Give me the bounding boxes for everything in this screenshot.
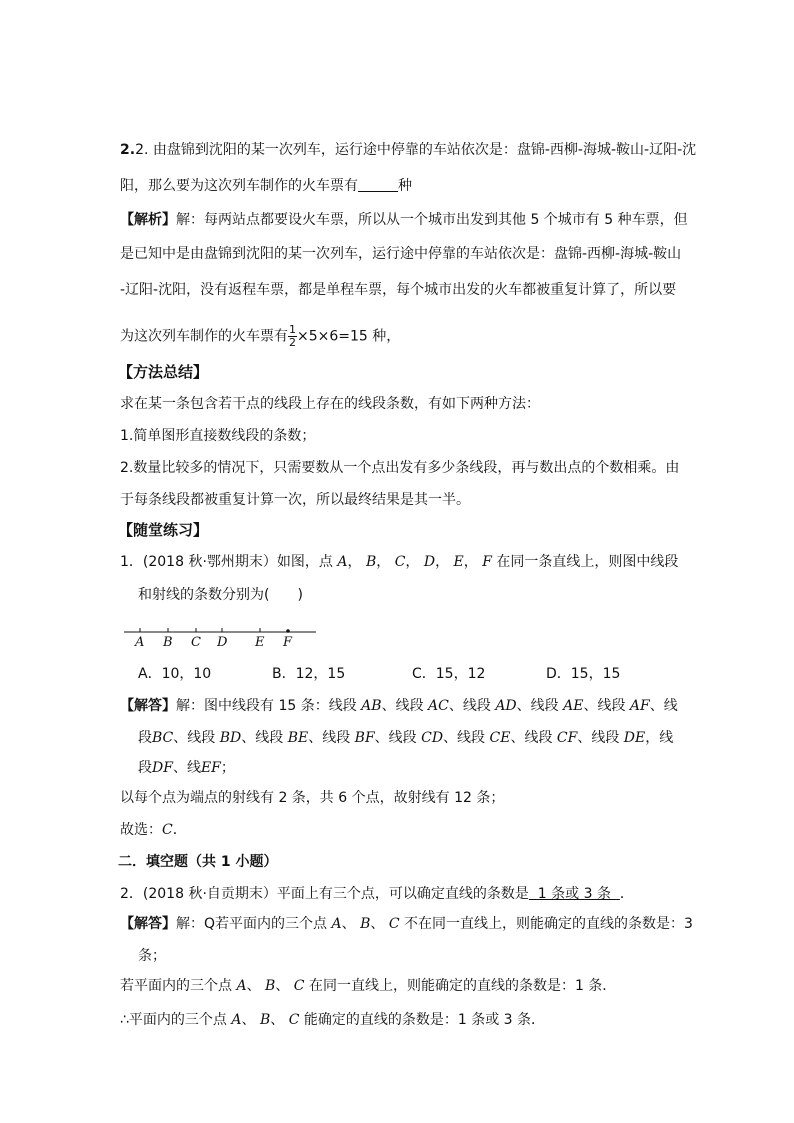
segment-label: AE	[563, 698, 584, 714]
practice-title: 【随堂练习】	[118, 521, 209, 539]
point-label: F	[482, 554, 492, 570]
answer-line4: 以每个点为端点的射线有 2 条，共 6 个点，故射线有 12 条；	[120, 790, 505, 806]
option-c[interactable]: C．15，12	[412, 666, 486, 682]
fill-heading: 二．填空题（共 1 小题）	[118, 854, 278, 870]
practice-q1-line1: 1．(2018 秋·鄂州期末）如图，点 A， B， C， D， E， F 在同一条直线上，则图中线段	[120, 554, 679, 570]
fill-answer-1-end: 不在同一直线上，则能确定的直线的条数是：3	[403, 916, 693, 932]
q2-text-2a: 阳，那么要为这次列车制作的火车票有	[120, 178, 358, 194]
analysis-text-1: 解：每两站点都要设火车票，所以从一个城市出发到其他 5 个城市有 5 种车票，但	[176, 212, 688, 228]
q2-blank	[358, 177, 398, 192]
point-label: B	[259, 1012, 271, 1028]
point-label: C	[288, 1012, 300, 1028]
answer-line5	[120, 820, 187, 840]
point-label: A	[236, 978, 247, 994]
segment-label: BC	[152, 730, 174, 746]
fill-q2	[120, 884, 634, 904]
answer-line3	[138, 758, 235, 778]
fraction-denominator: 2	[289, 336, 296, 349]
segment-label: BE	[287, 730, 309, 746]
answer-line3-mid: 、线	[172, 760, 201, 776]
answer-line3-prefix: 段	[138, 760, 152, 776]
method-title: 【方法总结】	[118, 363, 209, 381]
analysis-text-4a: 为这次列车制作的火车票有	[120, 328, 288, 345]
answer-choose: 故选：	[120, 822, 162, 838]
analysis-tag: 【解析】	[120, 212, 176, 228]
fill-answer-tag: 【解答】	[120, 916, 176, 932]
answer-line1: 【解答】解：图中线段有 15 条：线段 AB、线段 AC、线段 AD、线段 AE、线段 AF、线	[120, 698, 678, 714]
point-label: B	[365, 554, 377, 570]
q2-line1	[120, 140, 696, 160]
fill-answer-1: 解：Q若平面内的三个点	[176, 916, 328, 932]
point-label: E	[453, 554, 464, 570]
answer-text-1: 解：图中线段有 15 条：线段	[176, 698, 357, 714]
fill-answer-3: 若平面内的三个点	[120, 978, 232, 994]
figure-label-f: F	[283, 635, 293, 650]
answer-line2-prefix: 段	[138, 730, 152, 746]
segment-label: BF	[354, 730, 375, 746]
fill-answer-line3: 若平面内的三个点 A、 B、 C 在同一直线上，则能确定的直线的条数是：1 条．	[120, 978, 617, 994]
figure-label-d: D	[217, 635, 228, 650]
segment-label: EF	[200, 760, 221, 776]
point-label: C	[293, 978, 305, 994]
practice-q1-text-a: 1．(2018 秋·鄂州期末）如图，点	[120, 554, 333, 570]
figure-label-b: B	[163, 635, 173, 650]
q2-line2	[120, 176, 412, 196]
fraction-numerator: 1	[289, 323, 296, 336]
answer-line2-end: ，线	[645, 730, 674, 746]
method-line3: 2.数量比较多的情况下，只需要数从一个点出发有多少条线段，再与数出点的个数相乘。由	[120, 460, 680, 476]
options-row	[138, 664, 620, 684]
q2-analysis-line3: -辽阳-沈阳，没有返程车票，都是单程车票，每个城市出发的火车都被重复计算了，所以要	[120, 282, 677, 298]
option-d[interactable]: D．15，15	[546, 666, 621, 682]
segment-label: CF	[556, 730, 578, 746]
answer-line3-end: ；	[220, 760, 235, 776]
fill-answer-3-end: 在同一直线上，则能确定的直线的条数是：1 条．	[308, 978, 617, 994]
method-line4: 于每条线段都被重复计算一次，所以最终结果是其一半。	[120, 492, 470, 508]
analysis-text-4b: ×5×6=15 种，	[297, 328, 401, 345]
method-line1: 求在某一条包含若干点的线段上存在的线段条数，有如下两种方法：	[120, 396, 540, 412]
point-label: A	[331, 916, 342, 932]
fill-q2-end: ．	[619, 886, 634, 902]
fill-answer-line4: ∴平面内的三个点 A、 B、 C 能确定的直线的条数是：1 条或 3 条．	[120, 1012, 546, 1028]
answer-choice: C	[162, 822, 173, 838]
line-figure	[120, 620, 320, 650]
point-f-dot	[286, 629, 290, 633]
q2-number: 2.	[120, 142, 136, 158]
segment-label: AD	[495, 698, 517, 714]
q2-analysis-line1	[120, 210, 688, 230]
segment-label: AB	[361, 698, 382, 714]
segment-label: BD	[219, 730, 242, 746]
segment-label: AF	[629, 698, 650, 714]
q2-analysis-line4	[120, 324, 400, 349]
point-label: B	[360, 916, 371, 932]
fill-answer-line2: 条；	[138, 948, 166, 964]
q2-text-2b: 种	[398, 178, 412, 194]
point-label: C	[388, 916, 400, 932]
point-label: B	[265, 978, 276, 994]
practice-q1-text-b: 在同一条直线上，则图中线段	[496, 554, 679, 570]
fill-answer-line1: 【解答】解：Q若平面内的三个点 A、 B、 C 不在同一直线上，则能确定的直线的条数是：3	[120, 916, 693, 932]
segment-label: AC	[428, 698, 449, 714]
option-b[interactable]: B．12，15	[272, 666, 346, 682]
answer-choose-end: ．	[172, 822, 187, 838]
practice-q1-line2: 和射线的条数分别为( )	[138, 587, 303, 603]
option-a[interactable]: A．10，10	[138, 666, 212, 682]
answer-text-1-end: 、线	[649, 698, 678, 714]
fill-q2-text: 2．(2018 秋·自贡期末）平面上有三个点，可以确定直线的条数是	[120, 886, 529, 902]
figure-label-e: E	[255, 635, 265, 650]
point-label: A	[337, 554, 348, 570]
fill-answer-4: ∴平面内的三个点	[120, 1012, 227, 1028]
answer-tag: 【解答】	[120, 698, 176, 714]
point-label: C	[394, 554, 406, 570]
fill-q2-answer: 1 条或 3 条	[528, 886, 620, 902]
q2-analysis-line2: 是已知中是由盘锦到沈阳的某一次列车，运行途中停靠的车站依次是：盘锦-西柳-海城-鞍山	[120, 246, 682, 262]
fraction-one-half	[288, 324, 297, 349]
fill-answer-4-end: 能确定的直线的条数是：1 条或 3 条．	[303, 1012, 546, 1028]
figure-label-a: A	[135, 635, 145, 650]
q2-text-1: 2. 由盘锦到沈阳的某一次列车，运行途中停靠的车站依次是：盘锦-西柳-海城-鞍山-辽阳-沈	[135, 142, 697, 158]
method-line2: 1.简单图形直接数线段的条数；	[120, 428, 316, 444]
segment-label: DE	[623, 730, 646, 746]
figure-label-c: C	[191, 635, 201, 650]
answer-line2: 段BC、线段 BD、线段 BE、线段 BF、线段 CD、线段 CE、线段 CF、线段 DE，线	[138, 730, 674, 746]
point-label: A	[231, 1012, 242, 1028]
point-label: D	[423, 554, 436, 570]
segment-label: CE	[489, 730, 511, 746]
segment-label: CD	[421, 730, 444, 746]
segment-label: DF	[152, 760, 173, 776]
